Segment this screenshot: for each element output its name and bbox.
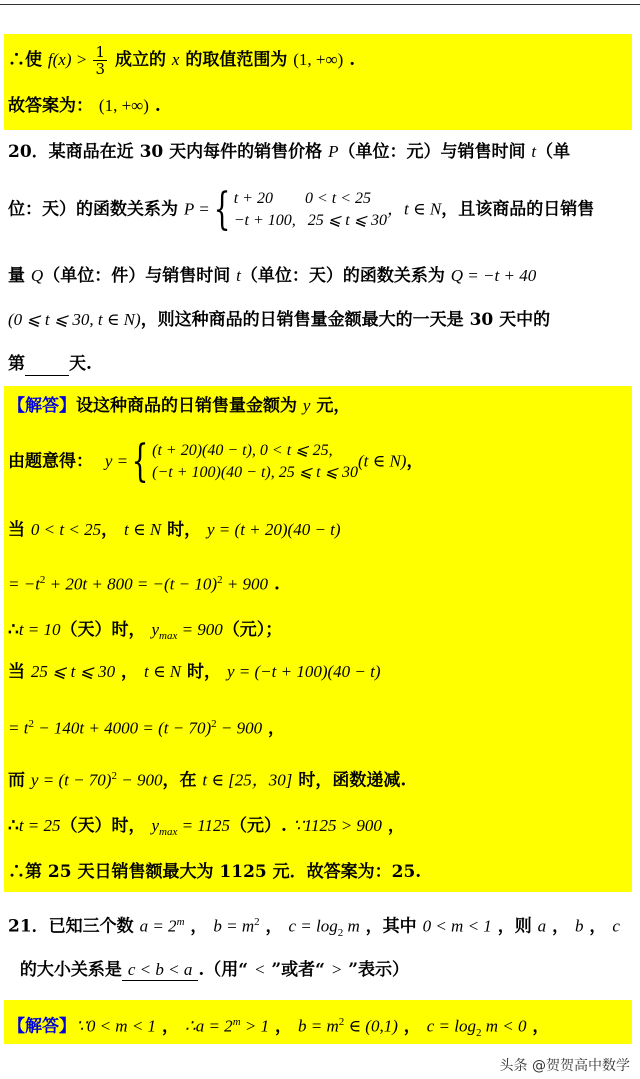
sol20-line-6: 当 25 ⩽ t ⩽ 30 ， t ∈ N 时， y = (−t + 100)(40 − t): [8, 662, 381, 682]
conclusion-line: ∴使 f(x) > $\frac{1}{3}$ 成立的 x 的取值范围为 (1, +∞) .: [8, 43, 356, 78]
q20-line-3: 量 Q（单位：件）与销售时间 t（单位：天）的函数关系为 Q = −t + 40: [8, 266, 537, 286]
solution-tag: 【解答】: [8, 1016, 76, 1037]
sol20-line-5: ∴t = 10（天）时， $y_{max} = 900$（元）；: [8, 620, 283, 643]
piecewise-price: t + 20 0 < t < 25 −t + 100, 25 ⩽ t ⩽ 30: [233, 190, 388, 229]
q20-line-4: (0 ⩽ t ⩽ 30, t ∈ N)，则这种商品的日销售量金额最大的一天是 30 天中的: [8, 310, 551, 330]
q20-line-2: 位：天）的函数关系为 P ={ t + 20 0 < t < 25 −t + 100, 25 ⩽ t ⩽ 30，t ∈ N，且该商品的日销售: [8, 184, 595, 235]
sol20-line-1: 【解答】设这种商品的日销售量金额为 y 元，: [8, 396, 351, 416]
sol20-line-4: = $-t^2 + 20t + 800 = -(t - 10)^2 + 900$ .: [8, 574, 280, 595]
left-brace-icon: {: [213, 184, 231, 235]
q21-line-2: 的大小关系是 c < b < a .（用“ < ”或者“ > ”表示）: [19, 960, 410, 980]
answer-underline: c < b < a: [122, 960, 199, 981]
q20-line-1: 20．某商品在近 30 天内每件的销售价格 P（单位：元）与销售时间 t（单: [8, 142, 571, 162]
sol20-line-3: 当 0 < t < 25， t ∈ N 时， y = (t + 20)(40 − t): [8, 520, 341, 540]
solution-tag: 【解答】: [8, 396, 76, 416]
sol21-line-1: 【解答】∵0 < m < 1 ， ∴a = $2^m > 1$ ， $b = m^2$ ∈ (0,1) ， $c = \log_2 m < 0$ ，: [8, 1016, 550, 1040]
left-brace-icon: {: [131, 436, 149, 487]
sol20-line-7: = $t^2 - 140t + 4000 = (t - 70)^2 - 900$ ，: [8, 718, 286, 739]
watermark-text: 头条 @贺贺高中数学: [499, 1058, 630, 1074]
sol20-line-9: ∴t = 25（天）时， $y_{max} = 1125$（元）. ∵1125 > 900 ，: [8, 816, 405, 839]
q21-line-1: 21．已知三个数 $a = 2^m$ ， $b = m^2$ ， $c = \log_2 m$ ，其中 0 < m < 1 ，则 a ， b ， c: [8, 916, 620, 940]
sol20-line-2: 由题意得： y ={ (t + 20)(40 − t), 0 < t ⩽ 25, (−t + 100)(40 − t), 25 ⩽ t ⩽ 30(t ∈ N)，: [8, 436, 424, 487]
q20-line-5: 第 天.: [8, 354, 92, 374]
sol20-line-8: 而 $y = (t - 70)^2 - 900$，在 t ∈ [25，30] 时，函数递减.: [8, 770, 407, 791]
fraction-one-third: $\frac{1}{3}$: [95, 43, 106, 78]
piecewise-revenue: (t + 20)(40 − t), 0 < t ⩽ 25, (−t + 100)(40 − t), 25 ⩽ t ⩽ 30: [152, 442, 358, 481]
top-rule: [0, 4, 640, 5]
answer-line-19: 故答案为： (1, +∞) .: [8, 96, 161, 116]
sol20-line-10: ∴第 25 天日销售额最大为 1125 元．故答案为：25.: [8, 862, 422, 882]
answer-blank: [25, 357, 69, 376]
